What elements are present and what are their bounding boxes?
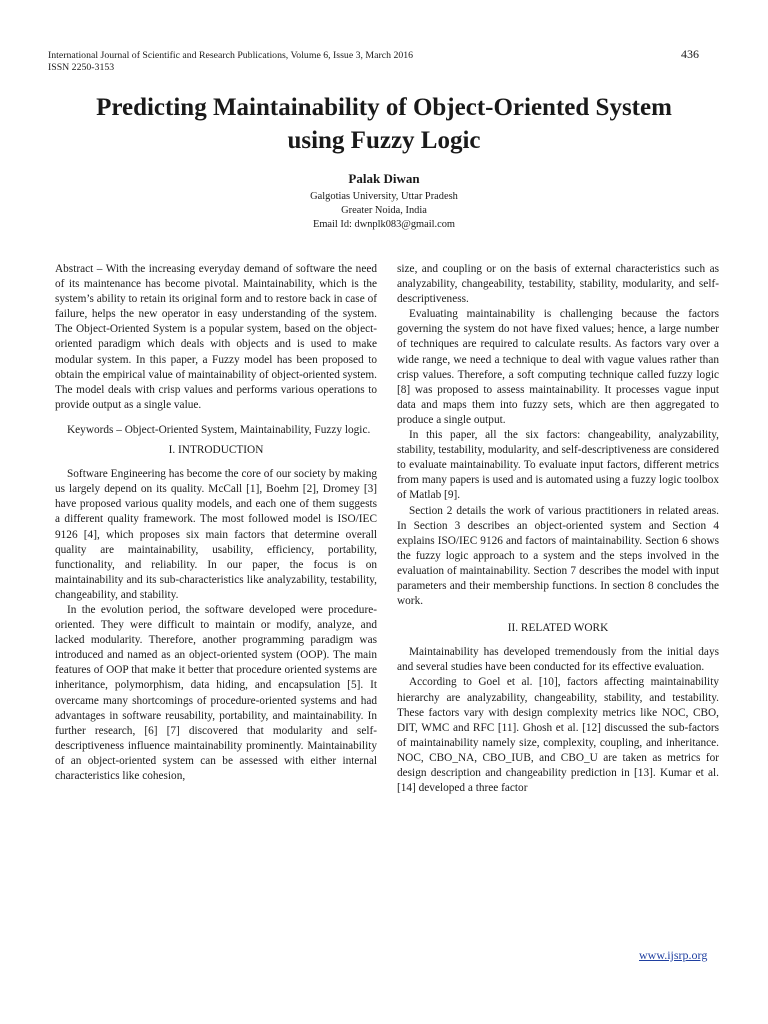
title-line-2: using Fuzzy Logic — [287, 127, 481, 154]
journal-url-link[interactable]: www.ijsrp.org — [639, 948, 708, 962]
left-column — [55, 262, 377, 784]
section-heading-introduction: I. INTRODUCTION — [168, 444, 264, 457]
paragraph: Maintainability has developed tremendously from the initial days and several studies have been conducted for its effective evaluation. — [397, 646, 719, 674]
paragraph: In this paper, all the six factors: changeability, analyzability, stability, testability, modularity, and self-descriptiveness are considered to evaluate maintainability. To evaluate input factors, different metrics from many papers is used and is automated using a fuzzy logic toolbox of Matlab [9]. — [397, 429, 719, 502]
abstract: Abstract – With the increasing everyday demand of software the need of its maintenance has become pivotal. Maintainability, which is the system’s ability to retain its original form and to restore back in case of failure, helps the new operator in easy understanding of the system. The Object-Oriented System is a popular system, based on the object-oriented paradigm which deals with objects and is used to make modular system. In this paper, a Fuzzy model has been proposed to obtain the empirical value of maintainability of object-oriented system. The model deals with crisp values and performs various operations to provide output as a single value. — [55, 263, 377, 411]
author-email: Email Id: dwnplk083@gmail.com — [312, 219, 456, 230]
paragraph: Software Engineering has become the core of our society by making us largely depend on its quality. McCall [1], Boehm [2], Dromey [3] have proposed various quality models, and each one of them suggests a different quality framework. The most followed model is ISO/IEC 9126 [4], which proposes six main factors that determine overall quality are maintainability, usability, efficiency, portability, functionality, and reliability. In our paper, the focus is on maintainability and its sub-characteristics like analyzability, testability, changeability, and stability. — [55, 468, 377, 601]
paper-title — [0, 91, 768, 157]
paragraph: According to Goel et al. [10], factors affecting maintainability hierarchy are analyzability, changeability, stability, and testability. These factors vary with design complexity metrics like NOC, CBO, DIT, WMC and RFC [11]. Ghosh et al. [12] discussed the sub-factors of maintainability namely size, complexity, coupling, and inheritance. NOC, CBO_NA, CBO_IUB, and CBO_U are taken as metrics for design description and changeability prediction in [13]. Kumar et al. [14] developed a three factor — [397, 676, 719, 795]
paragraph: In the evolution period, the software developed were procedure-oriented. They were difficult to maintain or modify, analyze, and lacked modularity. Therefore, another programming paradigm was introduced and named as an object-oriented system (OOP). The main features of OOP that make it better that procedure oriented systems are inheritance, polymorphism, data hiding, and encapsulation [5]. It overcame many shortcomings of procedure-oriented systems and had advantages in software reusability, portability, and maintainability. In further research, [6] [7] discovered that modularity and self- descriptiveness influence maintainability prominently. Maintainability of an object-oriented system can be assessed with either internal characteristics like cohesion, — [55, 603, 377, 782]
issn: ISSN 2250-3153 — [48, 62, 115, 73]
author-affiliation — [0, 190, 768, 232]
affiliation-city: Greater Noida, India — [341, 205, 427, 216]
paragraph: Section 2 details the work of various practitioners in related areas. In Section 3 describes an object-oriented system and Section 4 explains ISO/IEC 9126 and factors of maintainability. Section 6 shows the fuzzy logic approach to a system and the steps involved in the evaluation of maintainability. Section 7 describes the model with input parameters and their membership functions. In section 8 concludes the work. — [397, 504, 719, 608]
keywords: Keywords – Object-Oriented System, Maintainability, Fuzzy logic. — [67, 423, 371, 436]
title-line-1: Predicting Maintainability of Object-Oriented System — [96, 94, 672, 121]
paragraph: Evaluating maintainability is challenging because the factors governing the system do not have fixed values; hence, a large number of techniques are required to calculate results. As factors vary over a wide range, we need a technique to deal with vague values rather than crisp values. Therefore, a soft computing technique called fuzzy logic [8] was proposed to assess maintainability. It processes vague input data and maps them into fuzzy sets, which are then aggregated to produce a single output. — [397, 308, 719, 426]
journal-header — [48, 50, 413, 74]
page-number: 436 — [681, 47, 699, 61]
section-heading-related-work: II. RELATED WORK — [507, 622, 609, 635]
right-column — [397, 262, 719, 796]
paragraph-continuation: size, and coupling or on the basis of external characteristics such as analyzability, changeability, testability, stability, modularity, and self-descriptiveness. — [397, 263, 719, 306]
author-name: Palak Diwan — [348, 171, 420, 186]
journal-info: International Journal of Scientific and Research Publications, Volume 6, Issue 3, March 2016 — [48, 50, 414, 61]
affiliation-university: Galgotias University, Uttar Pradesh — [310, 191, 458, 202]
